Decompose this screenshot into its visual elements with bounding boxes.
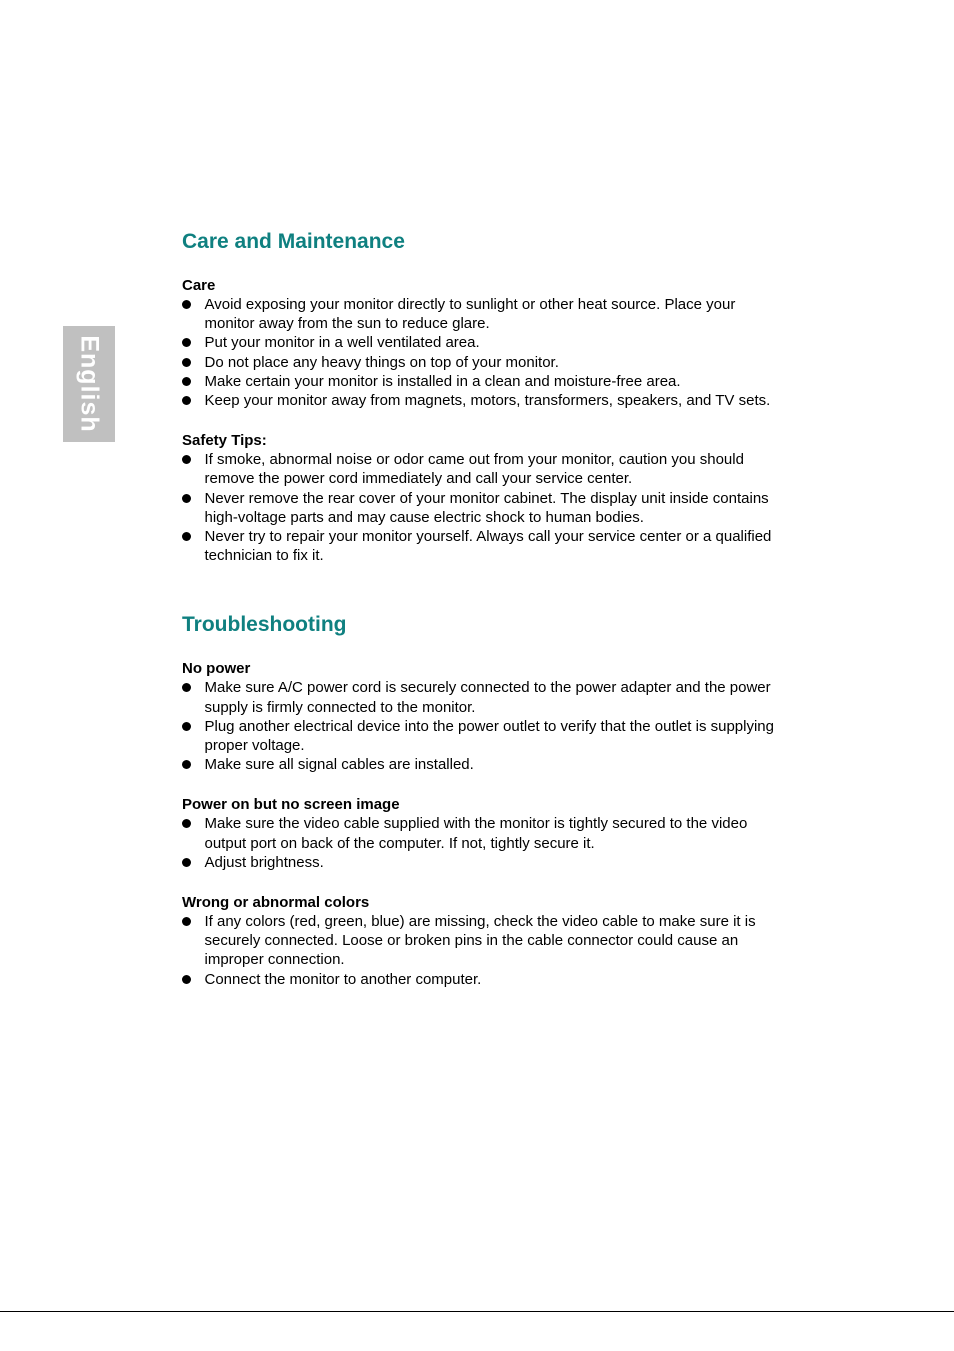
bullet-icon xyxy=(182,722,191,731)
list-item xyxy=(182,450,782,488)
list-item-text: Connect the monitor to another computer. xyxy=(204,970,482,988)
subheading-care: Care xyxy=(182,277,216,294)
section-title-care-maintenance: Care and Maintenance xyxy=(182,230,405,253)
list-item-text: Make certain your monitor is installed in a clean and moisture-free area. xyxy=(204,372,681,390)
list-item xyxy=(182,912,782,970)
safety-tips-group xyxy=(182,431,782,565)
list-item-text: Never try to repair your monitor yourself. Always call your service center or a qualified technician to fix it. xyxy=(204,528,772,565)
list-item-text: If any colors (red, green, blue) are missing, check the video cable to make sure it is securely connected. Loose or broken pins in the cable connector could cause an improper connection. xyxy=(204,913,756,969)
no-power-list xyxy=(182,678,782,774)
list-item xyxy=(182,755,782,774)
troubleshooting-section xyxy=(182,609,782,988)
list-item xyxy=(182,527,782,565)
footer-divider xyxy=(0,1311,954,1312)
list-item-text: If smoke, abnormal noise or odor came out from your monitor, caution you should remove the power cord immediately and call your service center. xyxy=(204,451,744,488)
care-group xyxy=(182,276,782,410)
bullet-icon xyxy=(182,819,191,828)
manual-content xyxy=(182,226,782,989)
bullet-icon xyxy=(182,917,191,926)
subheading-abnormal-colors: Wrong or abnormal colors xyxy=(182,894,370,912)
list-item xyxy=(182,333,782,352)
list-item-text: Make sure the video cable supplied with the monitor is tightly secured to the video output port on back of the computer. If not, tightly secure it. xyxy=(204,815,748,852)
list-item xyxy=(182,678,782,716)
bullet-icon xyxy=(182,455,191,464)
subheading-no-power: No power xyxy=(182,660,251,678)
bullet-icon xyxy=(182,377,191,386)
no-screen-image-group xyxy=(182,795,782,872)
list-item xyxy=(182,372,782,391)
subheading-safety-tips: Safety Tips: xyxy=(182,432,267,450)
list-item xyxy=(182,970,782,989)
bullet-icon xyxy=(182,300,191,309)
list-item-text: Never remove the rear cover of your monitor cabinet. The display unit inside contains high-voltage parts and may cause electric shock to human bodies. xyxy=(204,489,769,526)
list-item-text: Avoid exposing your monitor directly to sunlight or other heat source. Place your monitor away from the sun to reduce glare. xyxy=(204,296,736,333)
language-tab-label: English xyxy=(75,335,104,433)
bullet-icon xyxy=(182,858,191,867)
list-item-text: Plug another electrical device into the power outlet to verify that the outlet is supplying proper voltage. xyxy=(204,717,774,755)
list-item-text: Do not place any heavy things on top of your monitor. xyxy=(204,353,559,371)
care-maintenance-section xyxy=(182,226,782,565)
bullet-icon xyxy=(182,975,191,984)
bullet-icon xyxy=(182,358,191,367)
bullet-icon xyxy=(182,494,191,503)
list-item xyxy=(182,391,782,410)
bullet-icon xyxy=(182,396,191,405)
list-item xyxy=(182,489,782,527)
safety-tips-list xyxy=(182,450,782,565)
no-power-group xyxy=(182,659,782,774)
bullet-icon xyxy=(182,760,191,769)
list-item-text: Make sure A/C power cord is securely connected to the power adapter and the power supply is firmly connected to the monitor. xyxy=(204,679,771,716)
care-list xyxy=(182,295,782,410)
no-screen-image-list xyxy=(182,814,782,872)
bullet-icon xyxy=(182,338,191,347)
abnormal-colors-group xyxy=(182,893,782,989)
list-item-text: Keep your monitor away from magnets, motors, transformers, speakers, and TV sets. xyxy=(204,392,771,410)
list-item xyxy=(182,814,782,852)
list-item-text: Put your monitor in a well ventilated area. xyxy=(204,334,480,352)
abnormal-colors-list xyxy=(182,912,782,989)
language-side-tab xyxy=(63,326,115,442)
list-item xyxy=(182,717,782,755)
list-item-text: Make sure all signal cables are installed. xyxy=(204,756,474,774)
list-item xyxy=(182,353,782,372)
bullet-icon xyxy=(182,532,191,541)
subheading-no-screen-image: Power on but no screen image xyxy=(182,796,400,814)
list-item-text: Adjust brightness. xyxy=(204,853,324,871)
section-title-troubleshooting: Troubleshooting xyxy=(182,613,347,637)
list-item xyxy=(182,295,782,333)
list-item xyxy=(182,853,782,872)
bullet-icon xyxy=(182,683,191,692)
